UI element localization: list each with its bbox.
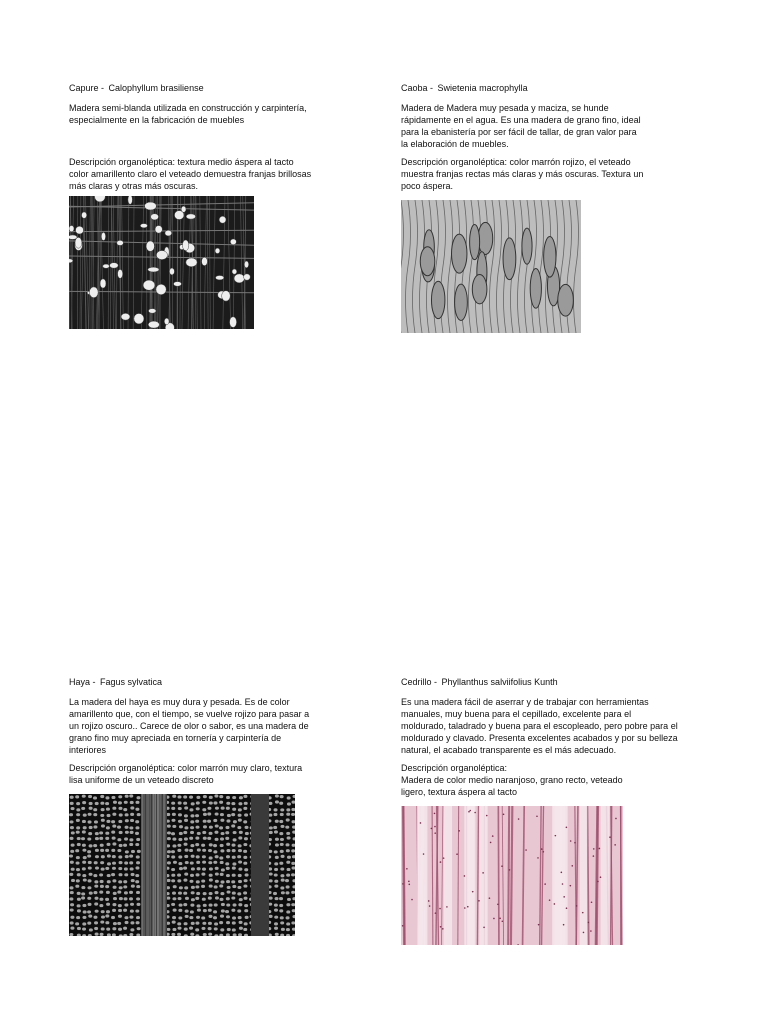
entry-title (69, 82, 369, 94)
organoleptic-description: Descripción organoléptica: color marrón muy claro, textura lisa uniforme de un veteado discreto (69, 763, 303, 785)
organoleptic-description: Descripción organoléptica: color marrón rojizo, el veteado muestra franjas rectas más claras y más oscuras. Textura un poco áspera. (401, 157, 644, 191)
common-name: Caoba - (401, 83, 434, 93)
micrograph-caoba (401, 200, 581, 333)
scientific-name: Phyllanthus salviifolius Kunth (441, 677, 558, 687)
entry-description: La madera del haya es muy dura y pesada. Es de color amarillento que, con el tiempo, se vuelve rojizo para pasar a un rojizo oscuro.. Carece de olor o sabor, es una madera de grano fino muy apreciada en tornería y carpintería de interiores (69, 697, 310, 755)
common-name: Cedrillo - (401, 677, 438, 687)
entry-caoba (401, 82, 701, 198)
entry-description: Madera semi-blanda utilizada en construcción y carpintería, especialmente en la fabricación de muebles (69, 103, 307, 125)
entry-title (401, 82, 701, 94)
organoleptic-description: Descripción organoléptica: textura medio áspera al tacto color amarillento claro el veteado demuestra franjas brillosas más claras y otras más oscuras. (69, 157, 312, 191)
entry-cedrillo (401, 676, 701, 804)
scientific-name: Calophyllum brasiliense (108, 83, 204, 93)
common-name: Haya - (69, 677, 96, 687)
entry-capure (69, 82, 369, 198)
micrograph-haya (69, 794, 295, 936)
entry-description: Es una madera fácil de aserrar y de trabajar con herramientas manuales, muy buena para el cepillado, excelente para el moldurado, taladrado y buena para el escopleado, pero pobre para el moldurado y clavado. Presenta excelentes acabados y por su belleza natural, el acabado transparente es el más adecuado. (401, 697, 678, 755)
entry-description: Madera de Madera muy pesada y maciza, se hunde rápidamente en el agua. Es una madera de grano fino, ideal para la ebanistería por ser fácil de tallar, de gran valor para la elaboración de muebles. (401, 103, 641, 149)
entry-haya (69, 676, 369, 792)
organoleptic-description: Descripción organoléptica: Madera de color medio naranjoso, grano recto, veteado ligero, textura áspera al tacto (401, 763, 623, 797)
micrograph-cedrillo (401, 806, 623, 945)
common-name: Capure - (69, 83, 105, 93)
scientific-name: Swietenia macrophylla (437, 83, 528, 93)
entry-title (69, 676, 369, 688)
scientific-name: Fagus sylvatica (100, 677, 163, 687)
entry-title (401, 676, 701, 688)
micrograph-capure (69, 196, 254, 329)
